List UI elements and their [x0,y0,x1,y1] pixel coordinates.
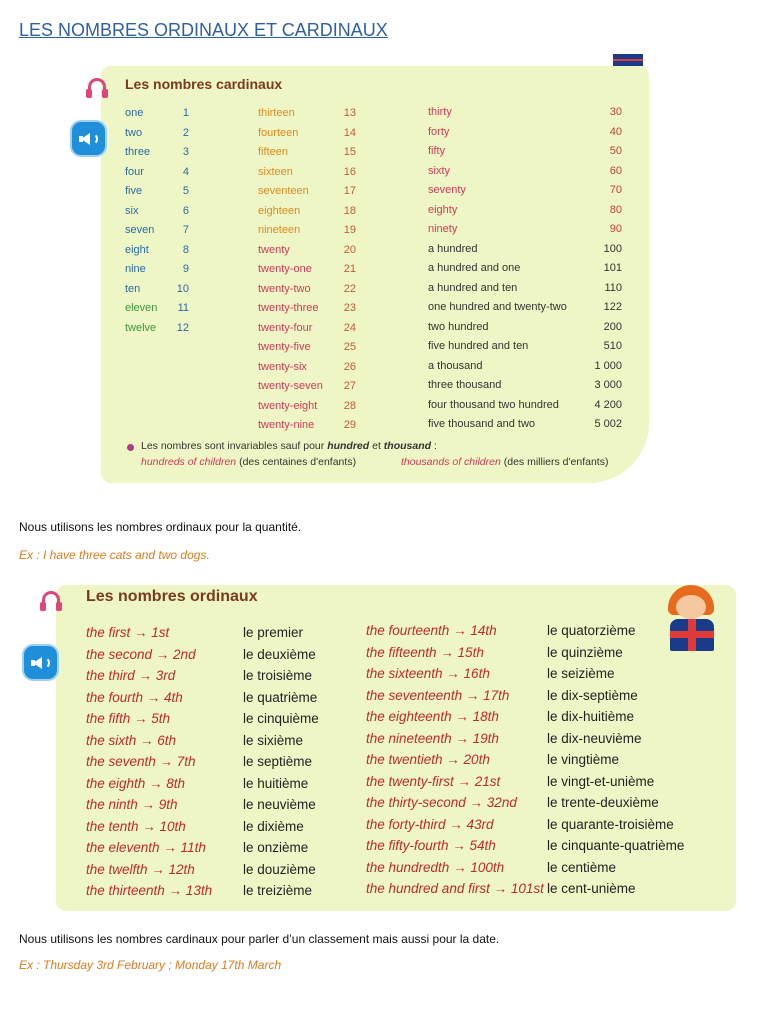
cardinal-word: fifty [428,145,446,157]
cardinal-word: a hundred [428,242,478,255]
ordinal-french: le sixième [243,732,304,748]
cardinal-number: 24 [343,321,356,334]
cardinal-number: 22 [343,282,356,295]
cardinal-number: 23 [343,302,356,314]
cardinal-word: thirteen [258,107,295,119]
cardinal-word: nineteen [258,224,301,236]
ordinal-french: le quinzième [547,644,623,660]
cardinal-word: one hundred and twenty-two [428,301,567,313]
ordinal-french: le treizième [243,883,313,898]
ordinal-french: le dix-huitième [547,709,635,724]
sentence-ordinal: Nous utilisons les nombres ordinaux pour la quantité. [19,520,302,534]
cardinal-word: sixty [428,164,450,177]
ordinal-english: the thirty-second → 32nd [366,795,517,810]
cardinal-number: 15 [343,146,356,158]
cardinal-word: twenty-one [258,263,312,275]
cardinal-number: 25 [343,341,356,353]
cardinal-example-2 [401,456,608,468]
cardinal-word: twenty-two [258,282,311,295]
cardinal-number: 90 [609,223,622,235]
cardinal-word: three [125,146,151,158]
cardinal-word: five thousand and two [428,418,536,430]
cardinal-word: eighty [428,203,458,216]
ordinal-english: the seventeenth → 17th [366,687,510,703]
cardinal-word: eight [125,243,149,256]
cardinal-number: 12 [176,321,189,334]
girl-illustration-icon [660,585,730,655]
cardinal-word: twenty-five [258,341,311,353]
cardinal-note [141,440,437,452]
cardinal-number: 17 [343,185,356,197]
ordinal-english: the forty-third → 43rd [366,816,494,832]
ordinal-french: le cinquième [243,711,319,726]
example-2-fr: (des milliers d'enfants) [500,456,609,468]
example-1-fr: (des centaines d'enfants) [236,456,357,468]
cardinal-word: twenty-seven [258,380,323,392]
ordinal-english: the nineteenth → 19th [366,730,499,746]
ordinal-english: the seventh → 7th [86,754,196,769]
cardinal-word: two [125,126,143,139]
cardinal-word: twenty-four [258,321,313,334]
note-lead: Les nombres sont invariables sauf pour [141,440,328,452]
ordinal-english: the eleventh → 11th [86,840,206,855]
ordinal-french: le dix-neuvième [547,730,642,746]
ordinal-french: le onzième [243,840,309,855]
ordinal-english: the sixteenth → 16th [366,666,490,681]
cardinal-word: fifteen [258,146,288,158]
cardinal-number: 80 [609,203,622,216]
cardinal-word: ten [125,282,141,295]
cardinal-word: sixteen [258,165,293,178]
cardinal-number: 5 002 [594,418,622,430]
uk-flag-icon [613,54,643,66]
sentence-cardinal: Nous utilisons les nombres cardinaux pour parler d’un classement mais aussi pour la date. [19,932,500,946]
cardinal-number: 70 [609,184,622,196]
cardinal-number: 2 [182,126,189,139]
cardinal-number: 122 [603,301,622,313]
cardinal-number: 10 [176,282,189,295]
ordinal-english: the hundredth → 100th [366,859,505,875]
cardinal-example-1 [141,456,356,468]
cardinal-word: eleven [125,302,158,314]
cardinal-number: 510 [603,340,622,352]
cardinal-number: 8 [182,243,189,256]
cardinal-number: 6 [182,204,189,217]
cardinal-number: 5 [182,185,189,197]
ordinal-french: le vingtième [547,752,620,767]
audio-speaker-icon[interactable] [24,646,57,679]
cardinal-number: 60 [609,164,622,177]
ordinal-english: the fourth → 4th [86,689,183,705]
cardinal-number: 110 [604,281,622,294]
example-dates: Ex : Thursday 3rd February ; Monday 17th March [19,958,282,972]
cardinal-word: seventeen [258,185,309,197]
cardinal-number: 101 [603,262,622,274]
cardinal-title: Les nombres cardinaux [125,76,283,92]
cardinal-number: 14 [343,126,356,139]
ordinal-french: le centième [547,859,617,875]
ordinal-english: the second → 2nd [86,646,196,662]
cardinal-number: 19 [343,224,356,236]
ordinal-english: the fifth → 5th [86,711,171,726]
cardinal-word: twenty-six [258,360,307,373]
note-hundred: hundred [327,440,370,452]
ordinal-english: the first → 1st [86,625,170,640]
cardinal-word: twenty-nine [258,419,315,431]
ordinal-french: le quatorzième [547,623,636,638]
cardinal-number: 13 [343,107,356,119]
ordinal-title: Les nombres ordinaux [86,588,258,605]
ordinal-french: le seizième [547,666,615,681]
ordinal-french: le dix-septième [547,687,638,703]
cardinal-number: 28 [343,399,356,412]
cardinal-number: 3 [182,146,189,158]
cardinal-number: 11 [177,302,189,314]
cardinal-word: twenty-three [258,302,319,314]
cardinal-word: twenty-eight [258,399,318,412]
example-1-en: hundreds of children [141,456,237,468]
cardinal-number: 26 [343,360,356,373]
ordinal-french: le cinquante-quatrième [547,838,685,853]
ordinal-english: the twelfth → 12th [86,861,195,877]
note-colon: : [431,440,437,452]
cardinal-number: 16 [343,165,356,178]
cardinal-word: four [125,165,144,178]
ordinal-french: le troisième [243,668,313,683]
cardinal-number: 4 [182,165,189,178]
headphones-icon[interactable] [40,591,62,611]
ordinal-french: le dixième [243,818,304,834]
ordinal-french: le septième [243,754,313,769]
cardinal-word: a hundred and ten [428,281,518,294]
ordinal-english: the ninth → 9th [86,797,178,812]
cardinal-word: nine [125,263,146,275]
ordinal-english: the fifteenth → 15th [366,644,484,660]
cardinal-number: 20 [343,243,356,256]
cardinal-number: 40 [609,125,622,138]
ordinal-english: the eighth → 8th [86,775,186,791]
ordinal-english: the thirteenth → 13th [86,883,213,898]
cardinal-word: ninety [428,223,458,235]
cardinal-word: a hundred and one [428,262,521,274]
cardinal-number: 1 [182,107,189,119]
cardinal-number: 21 [343,263,356,275]
headphones-icon[interactable] [86,78,108,98]
cardinal-number: 1 000 [594,359,622,372]
ordinal-french: le deuxième [243,646,316,662]
cardinal-number: 7 [182,224,189,236]
cardinal-word: twenty [258,243,290,256]
ordinal-french: le huitième [243,775,309,791]
page-title: LES NOMBRES ORDINAUX ET CARDINAUX [19,20,388,40]
cardinal-word: a thousand [428,359,483,372]
example-2-en: thousands of children [401,456,501,468]
cardinal-word: fourteen [258,126,299,139]
cardinal-word: seventy [428,184,466,196]
cardinal-word: two hundred [428,320,489,333]
cardinal-word: forty [428,125,450,138]
cardinal-number: 9 [182,263,189,275]
audio-speaker-icon[interactable] [72,122,105,155]
cardinal-word: four thousand two hundred [428,398,559,411]
cardinal-word: five [125,185,143,197]
ordinal-french: le quatrième [243,689,318,705]
cardinal-number: 27 [343,380,356,392]
cardinal-word: twelve [125,321,157,334]
cardinal-word: eighteen [258,204,301,217]
ordinal-english: the sixth → 6th [86,732,177,748]
ordinal-french: le quarante-troisième [547,816,674,832]
cardinal-word: three thousand [428,379,502,391]
ordinal-french: le neuvième [243,797,316,812]
ordinal-french: le vingt-et-unième [547,773,655,789]
cardinal-number: 3 000 [594,379,622,391]
ordinal-english: the twentieth → 20th [366,752,490,767]
ordinal-english: the third → 3rd [86,668,176,683]
cardinal-number: 30 [609,106,622,118]
cardinal-number: 4 200 [594,398,622,411]
cardinal-word: one [125,107,144,119]
cardinal-number: 200 [603,320,622,333]
example-ordinal: Ex : I have three cats and two dogs. [19,548,210,562]
ordinal-english: the fourteenth → 14th [366,623,497,638]
ordinal-english: the hundred and first → 101st [366,881,544,896]
ordinal-english: the fifty-fourth → 54th [366,838,496,853]
ordinal-english: the tenth → 10th [86,818,186,834]
note-et: et [369,440,384,452]
ordinal-english: the eighteenth → 18th [366,709,499,724]
cardinal-number: 100 [603,242,622,255]
bullet-icon [127,444,134,451]
ordinal-english: the twenty-first → 21st [366,773,501,789]
ordinal-french: le douzième [243,861,316,877]
ordinal-french: le cent-unième [547,881,636,896]
cardinal-word: seven [125,224,155,236]
cardinal-word: six [125,204,139,217]
ordinal-french: le trente-deuxième [547,795,659,810]
cardinal-number: 50 [609,145,622,157]
cardinal-number: 18 [343,204,356,217]
cardinal-number: 29 [343,419,356,431]
cardinal-word: thirty [428,106,452,118]
ordinal-french: le premier [243,625,304,640]
note-thousand: thousand [383,440,432,452]
cardinal-word: five hundred and ten [428,340,529,352]
